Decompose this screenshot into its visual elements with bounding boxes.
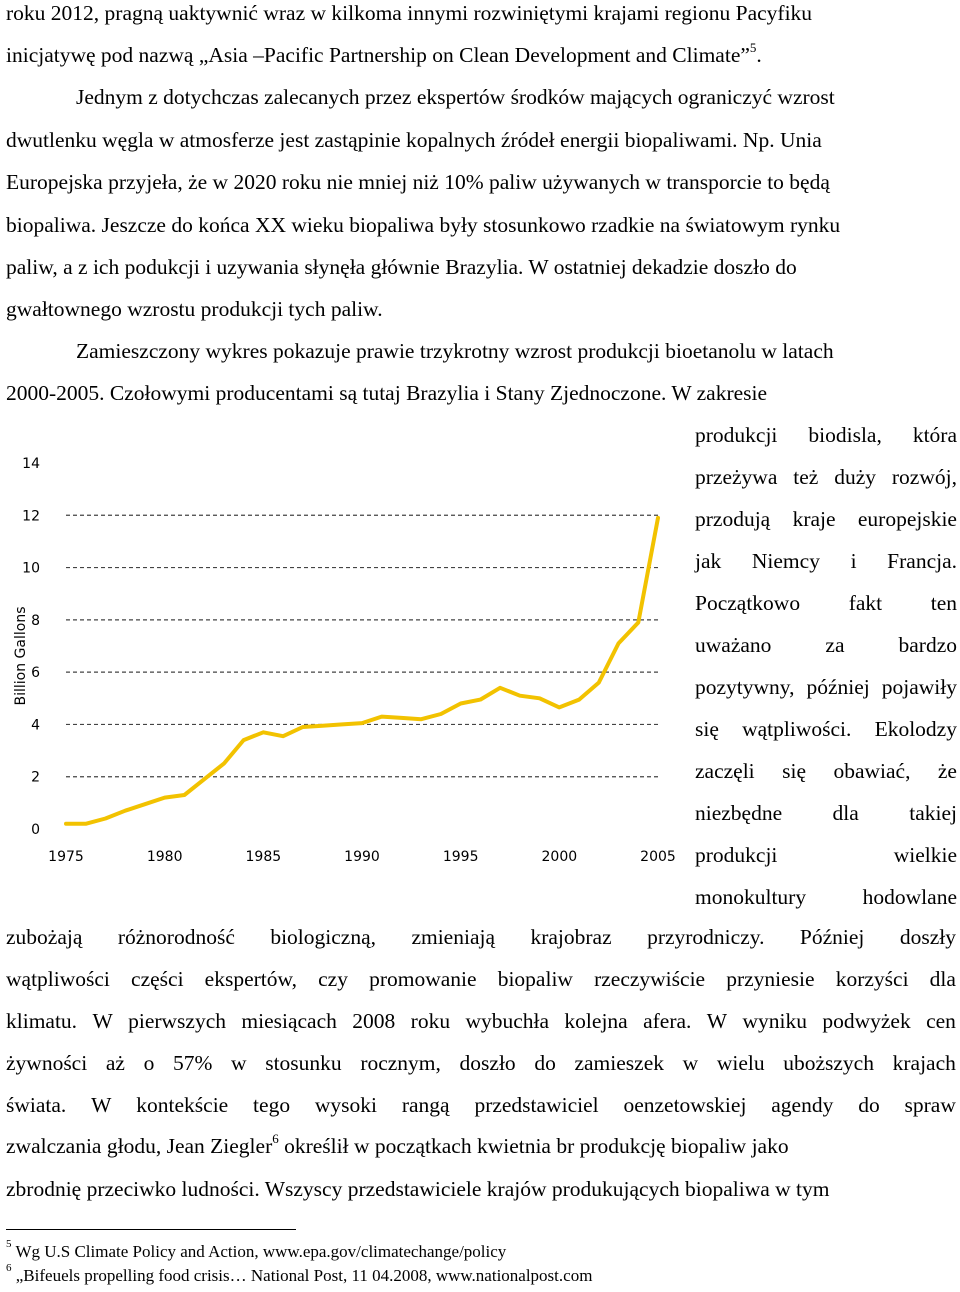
word: doszło [459,1051,516,1075]
x-tick-label: 2000 [541,849,578,865]
word: promowanie [369,967,477,991]
ethanol-production-chart [0,445,680,870]
word: o [143,1051,155,1075]
word: aż [105,1051,125,1075]
word: która [912,423,957,447]
text-line: paliw, a z ich podukcji i uzywania słynęła głównie Brazylia. W ostatniej dekadzie doszło do [6,255,797,279]
footnote-text: Wg U.S Climate Policy and Action, www.epa.gov/climatechange/policy [11,1242,507,1261]
word: ten [930,591,957,615]
y-tick-label: 6 [31,665,40,682]
side-text-line [695,422,957,448]
word: monokultury [695,885,807,909]
word: przyrodniczy. [647,925,765,949]
text-line [6,1130,956,1159]
word: Francja. [887,549,957,573]
word: przedstawiciel [474,1093,599,1117]
word: dla [832,801,859,825]
side-text-line [695,548,957,574]
word: uważano [695,633,772,657]
side-text-line [695,884,957,910]
word: Później [799,925,865,949]
word: przyniesie [726,967,815,991]
word: zubożają [6,925,83,949]
word: hodowlane [862,885,957,909]
text-line: 2000-2005. Czołowymi producentami są tutaj Brazylia i Stany Zjednoczone. W zakresie [6,381,768,405]
x-tick-label: 1985 [245,849,282,865]
text-line: Jednym z dotychczas zalecanych przez ekspertów środków mających ograniczyć wzrost [76,85,835,109]
y-tick-label: 14 [22,456,40,472]
word: zaczęli [695,759,755,783]
footnote-number: 6 [6,1262,12,1275]
text-segment: określił w początkach kwietnia br produkcję biopaliw jako [278,1134,789,1158]
word: się [782,759,806,783]
word: czy [318,967,348,991]
word: duży [834,465,876,489]
word: do [534,1051,556,1075]
word: za [825,633,845,657]
word: zamieszek [574,1051,664,1075]
text-segment: . [756,43,762,67]
word: pojawiły [881,675,957,699]
side-text-line [695,842,957,868]
word: doszły [899,925,956,949]
word: przeżywa [695,465,778,489]
word: też [793,465,819,489]
word: W [706,1009,728,1033]
word: pierwszych [128,1009,227,1033]
footnote-number: 5 [6,1238,12,1251]
y-tick-label: 10 [22,560,40,577]
text-line: zbrodnię przeciwko ludności. Wszyscy przedstawiciele krajów produkujących biopaliwa w tym [6,1177,830,1201]
word: miesiącach [241,1009,337,1033]
word: produkcji [695,423,778,447]
text-line: biopaliwa. Jeszcze do końca XX wieku biopaliwa były stosunkowo rzadkie na światowym rynku [6,213,841,237]
text-line: Europejska przyjeła, że w 2020 roku nie mniej niż 10% paliw używanych w transporcie to będą [6,170,830,194]
x-tick-label: 1990 [344,849,380,865]
side-text-line [695,632,957,658]
text-line [6,1092,956,1118]
word: W [91,1093,112,1117]
side-text-line [695,716,957,742]
word: Niemcy [751,549,820,573]
text-segment: zwalczania głodu, Jean Ziegler [6,1134,273,1158]
word: stosunku [265,1051,342,1075]
x-tick-label: 2005 [640,849,676,865]
side-text-line [695,758,957,784]
y-tick-label: 0 [31,822,40,838]
word: kraje [792,507,836,531]
word: kolejna [564,1009,628,1033]
word: bardzo [898,633,957,657]
word: wielu [716,1051,765,1075]
text-line [6,1008,956,1034]
footnote-divider [6,1229,296,1230]
side-text-line [695,674,957,700]
word: rozwój, [891,465,957,489]
word: wątpliwości. [742,717,852,741]
word: produkcji [695,843,778,867]
word: niezbędne [695,801,783,825]
y-axis-label: Billion Gallons [13,606,29,706]
x-tick-label: 1980 [146,849,183,865]
series-line [66,518,658,824]
word: i [850,549,857,573]
word: 57% [172,1051,213,1075]
footnote [6,1238,507,1262]
side-text-line [695,506,957,532]
word: krajach [892,1051,956,1075]
word: europejskie [857,507,957,531]
word: wybuchła [465,1009,550,1033]
text-line: gwałtownego wzrostu produkcji tych paliw. [6,297,383,321]
side-text-line [695,800,957,826]
word: w [682,1051,699,1075]
text-line: dwutlenku węgla w atmosferze jest zastąpinie kopalnych źródeł energii biopaliwami. Np. Unia [6,128,822,152]
word: 2008 [352,1009,396,1033]
word: obawiać, [833,759,911,783]
text-line: Zamieszczony wykres pokazuje prawie trzykrotny wzrost produkcji bioetanolu w latach [76,339,834,363]
word: biologiczną, [270,925,376,949]
word: krajobraz [530,925,612,949]
word: rangą [401,1093,450,1117]
word: afera. [643,1009,692,1033]
word: do [858,1093,880,1117]
word: kontekście [136,1093,229,1117]
word: Ekolodzy [874,717,957,741]
word: jak [695,549,722,573]
word: spraw [904,1093,956,1117]
word: wyniku [742,1009,807,1033]
word: zmieniają [411,925,496,949]
word: roku [410,1009,451,1033]
text-line [6,966,956,992]
footnote-ref: 5 [749,39,757,55]
word: takiej [909,801,957,825]
word: pozytywny, [695,675,795,699]
x-tick-label: 1975 [48,849,84,865]
word: później [806,675,870,699]
word: wątpliwości [6,967,110,991]
word: klimatu. [6,1009,78,1033]
text-line [6,924,956,950]
word: w [231,1051,247,1075]
y-tick-label: 2 [31,769,40,786]
word: wysoki [314,1093,378,1117]
footnote-ref: 6 [272,1130,279,1146]
y-tick-label: 8 [31,612,40,629]
text-line [6,1050,956,1076]
y-tick-label: 12 [22,508,40,525]
word: biodisla, [808,423,882,447]
word: tego [253,1093,291,1117]
y-tick-label: 4 [31,717,40,734]
word: uboższych [783,1051,874,1075]
text-line [6,39,956,68]
word: fakt [848,591,883,615]
word: części [131,967,184,991]
chart-svg [0,445,680,870]
word: Początkowo [695,591,801,615]
side-text-line [695,590,957,616]
word: rocznym, [360,1051,441,1075]
word: ekspertów, [204,967,298,991]
text-line: roku 2012, pragną uaktywnić wraz w kilkoma innymi rozwiniętymi krajami regionu Pacyfiku [6,1,813,25]
x-tick-label: 1995 [442,849,479,865]
word: świata. [6,1093,67,1117]
footnote-text: „Bifeuels propelling food crisis… National Post, 11 04.2008, www.nationalpost.com [11,1266,593,1285]
side-text-line [695,464,957,490]
word: W [92,1009,113,1033]
word: różnorodność [117,925,235,949]
word: żywności [6,1051,88,1075]
word: się [695,717,719,741]
word: że [937,759,957,783]
word: oenzetowskiej [623,1093,747,1117]
footnote [6,1262,593,1286]
word: rzeczywiście [594,967,706,991]
word: cen [926,1009,956,1033]
word: dla [929,967,956,991]
word: podwyżek [822,1009,911,1033]
word: wielkie [893,843,957,867]
word: biopaliw [497,967,573,991]
word: agendy [771,1093,834,1117]
word: korzyści [835,967,909,991]
text-segment: inicjatywę pod nazwą „Asia –Pacific Partnership on Clean Development and Climate” [6,43,750,67]
word: przodują [695,507,771,531]
